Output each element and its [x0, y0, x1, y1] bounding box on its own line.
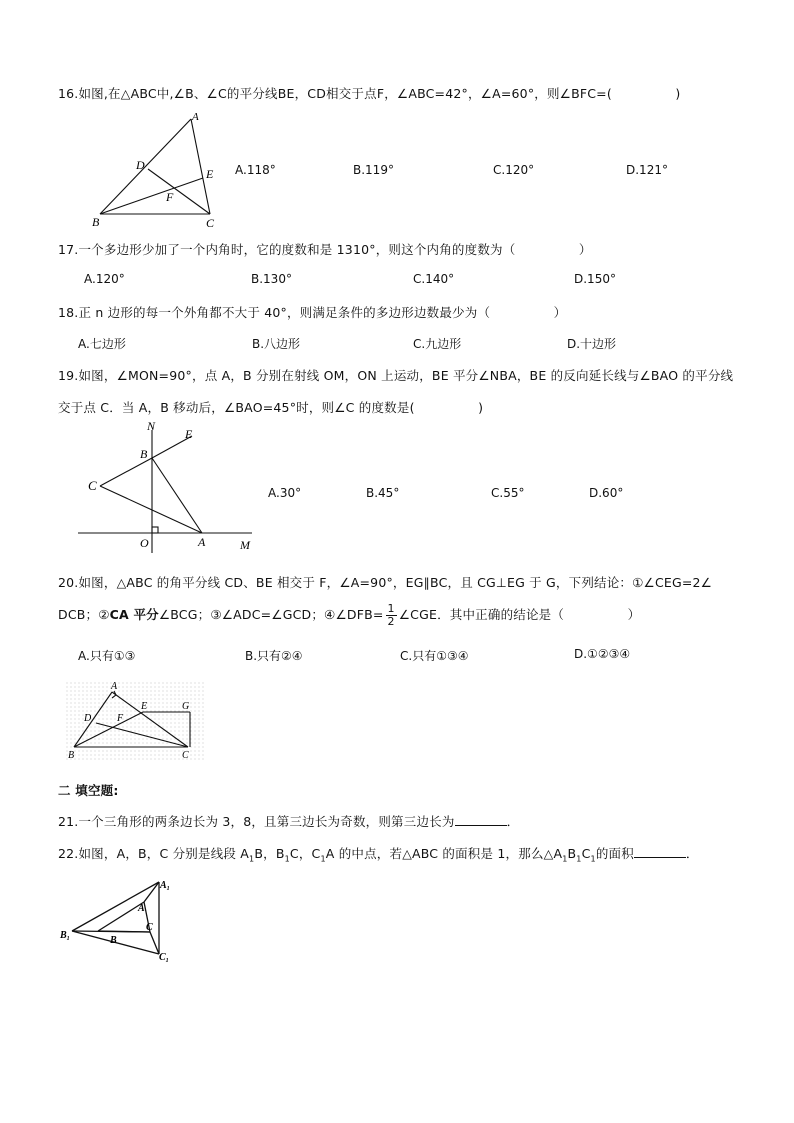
q22-sub4: 1	[562, 854, 568, 864]
q16-label-c: C	[206, 216, 215, 230]
q16-option-b: B.119°	[353, 163, 394, 177]
q22-stem-end: ．	[685, 846, 699, 861]
q22-stem-part5: B	[567, 846, 577, 861]
q19-label-c: C	[88, 478, 97, 493]
q22-figure	[58, 872, 178, 968]
q16-label-f: F	[166, 190, 174, 204]
section-fill-in-title: 二 填空题:	[58, 783, 119, 798]
q20-figure	[62, 678, 207, 763]
q19-label-m: M	[240, 538, 250, 552]
q19-label-a: A	[198, 535, 206, 549]
q20-label-f: F	[117, 713, 124, 724]
q22-stem-part2: B，B	[254, 846, 285, 861]
q20-label-b: B	[68, 750, 75, 761]
q21-stem-text: 21.一个三角形的两条边长为 3，8，且第三边长为奇数，则第三边长为	[58, 814, 455, 829]
q19-option-a: A.30°	[268, 486, 302, 500]
q20-fraction-numerator: 1	[387, 602, 395, 615]
q19-label-e: E	[185, 427, 193, 441]
q20-fraction-denominator: 2	[387, 615, 395, 628]
q20-option-b: B.只有②④	[245, 649, 303, 663]
q16-option-c: C.120°	[493, 163, 535, 177]
q20-stem-part-d: ∠CGE．其中正确的结论是（ ）	[398, 607, 641, 622]
q17-option-c: C.140°	[413, 272, 455, 286]
q22-label-b: B	[110, 935, 117, 946]
q16-label-b: B	[92, 215, 100, 229]
q19-label-b: B	[140, 447, 148, 461]
q22-label-c1: $C_1$	[159, 952, 169, 964]
q19-label-n: N	[147, 419, 156, 433]
q22-sub1: 1	[249, 854, 255, 864]
q20-stem-part-a: DCB；②	[58, 607, 110, 622]
q19-label-o: O	[140, 536, 149, 550]
q20-option-c: C.只有①③④	[400, 649, 469, 663]
q20-option-a: A.只有①③	[78, 649, 136, 663]
q21-answer-blank[interactable]	[455, 813, 507, 826]
q19-stem-line1: 19.如图，∠MON=90°，点 A，B 分别在射线 OM，ON 上运动，BE 平分∠NBA，BE 的反向延长线与∠BAO 的平分线	[58, 368, 734, 383]
q20-stem-line1: 20.如图，△ABC 的角平分线 CD、BE 相交于 F，∠A=90°，EG∥BC，且 CG⊥EG 于 G，下列结论：①∠CEG=2∠	[58, 575, 713, 590]
q22-label-b1: $B_1$	[60, 930, 70, 942]
q17-stem: 17.一个多边形少加了一个内角时，它的度数和是 1310°，则这个内角的度数为（ ）	[58, 242, 592, 257]
q20-option-d: D.①②③④	[574, 647, 631, 661]
q16-stem: 16.如图,在△ABC中,∠B、∠C的平分线BE，CD相交于点F，∠ABC=42°，∠A=60°，则∠BFC=( )	[58, 86, 681, 101]
q20-stem-part-c: ∠BCG；③∠ADC=∠GCD；④∠DFB=	[158, 607, 384, 622]
q20-label-e: E	[141, 701, 148, 712]
q19-option-b: B.45°	[366, 486, 400, 500]
q22-label-a1: $A_1$	[160, 880, 170, 892]
q22-sub3: 1	[320, 854, 326, 864]
q20-stem-part-b: CA 平分	[109, 607, 159, 622]
q19-option-d: D.60°	[589, 486, 624, 500]
q20-stem-line2	[58, 603, 640, 628]
q22-label-a: A	[138, 903, 145, 914]
q22-stem-part1: 22.如图，A，B，C 分别是线段 A	[58, 846, 250, 861]
q18-stem: 18.正 n 边形的每一个外角都不大于 40°，则满足条件的多边形边数最少为（ ）	[58, 305, 567, 320]
q22-label-c: C	[146, 922, 153, 933]
q20-label-c: C	[182, 750, 189, 761]
q22-stem-part3: C，C	[289, 846, 321, 861]
q18-option-d: D.十边形	[567, 337, 617, 351]
q16-label-d: D	[136, 158, 145, 172]
q22-stem-part4: A 的中点，若△ABC 的面积是 1，那么△A	[325, 846, 563, 861]
q19-stem-line2: 交于点 C．当 A，B 移动后，∠BAO=45°时，则∠C 的度数是( )	[58, 400, 484, 415]
q18-option-c: C.九边形	[413, 337, 462, 351]
q16-label-e: E	[206, 167, 214, 181]
q21-stem-end: ．	[506, 814, 520, 829]
q20-label-d: D	[84, 713, 92, 724]
q19-option-c: C.55°	[491, 486, 525, 500]
q22-sub6: 1	[590, 854, 596, 864]
q16-option-a: A.118°	[235, 163, 276, 177]
q22-stem-part7: 的面积	[595, 846, 634, 861]
q17-option-d: D.150°	[574, 272, 616, 286]
q16-figure	[88, 106, 228, 230]
q20-label-a: A	[111, 681, 118, 692]
q17-option-a: A.120°	[84, 272, 125, 286]
q20-fraction	[386, 603, 397, 628]
q21-stem	[58, 812, 519, 830]
q22-sub5: 1	[576, 854, 582, 864]
q22-sub2: 1	[284, 854, 290, 864]
q19-figure	[72, 418, 267, 556]
q16-label-a: A	[192, 111, 199, 123]
q18-option-a: A.七边形	[78, 337, 126, 351]
q18-option-b: B.八边形	[252, 337, 301, 351]
q22-stem	[58, 844, 699, 864]
q22-stem-part6: C	[581, 846, 591, 861]
q20-label-g: G	[182, 701, 190, 712]
q16-option-d: D.121°	[626, 163, 668, 177]
q22-answer-blank[interactable]	[634, 845, 686, 858]
q17-option-b: B.130°	[251, 272, 292, 286]
